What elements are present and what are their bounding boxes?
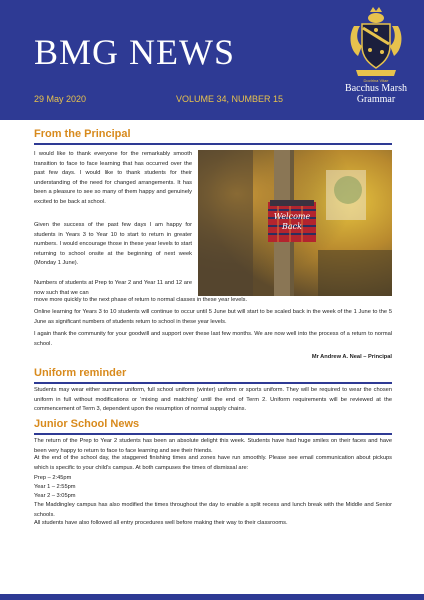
uniform-rule: [34, 382, 392, 384]
school-motto: Doctrina Vitae: [363, 78, 389, 83]
junior-paragraph-4: All students have also followed all entry procedures well before making their way to their classrooms.: [34, 520, 288, 526]
principal-paragraph-3a: Numbers of students at Prep to Year 2 and Year 11 and 12 are now such that we can: [34, 280, 192, 296]
dismissal-time-year2: Year 2 – 3:05pm: [34, 493, 76, 499]
welcome-back-photo: [198, 150, 392, 296]
newsletter-title: BMG NEWS: [34, 32, 236, 72]
issue-date: 29 May 2020: [34, 94, 87, 104]
uniform-heading: Uniform reminder: [34, 367, 127, 379]
junior-paragraph-1: The return of the Prep to Year 2 students has been an absolute delight this week. Students have had huge smiles on their faces and have been very happy to return to face to face learning and see their friends.: [34, 438, 392, 454]
dismissal-time-prep: Prep – 2:45pm: [34, 475, 72, 481]
photo-sign-line-1: Welcome: [273, 212, 311, 221]
crest-icon: [346, 6, 406, 78]
junior-heading: Junior School News: [34, 418, 140, 430]
principal-rule: [34, 143, 392, 145]
school-name-line2: Grammar: [356, 94, 396, 105]
page-bottom-border: [0, 594, 424, 600]
principal-paragraph-1: I would like to thank everyone for the remarkably smooth transition to face to face learning that has occurred over the past few days. I would like to thank students for their understanding of the need for changed arrangements. It has been a pleasure to see so many of them happy and genuinely excited to be back at school.: [34, 151, 192, 205]
principal-heading: From the Principal: [34, 128, 131, 140]
photo-sign-line-2: Back: [282, 222, 302, 231]
junior-paragraph-2: At the end of the school day, the staggered finishing times and zones have run smoothly. Please see email communication about pickups which is specific to your child’s campus. At both campuses the times of dismissal are:: [34, 455, 392, 471]
masthead: [0, 0, 424, 120]
junior-paragraph-3: The Maddingley campus has also modified the times throughout the day to enable a split recess and lunch break with the Middle and Senior schools.: [34, 502, 392, 518]
issue-volume: VOLUME 34, NUMBER 15: [176, 94, 284, 104]
dismissal-time-year1: Year 1 – 2:55pm: [34, 484, 76, 490]
principal-paragraph-4: Online learning for Years 3 to 10 students will continue to occur until 5 June but will start to be scaled back in the week of the 1 June to the 5 June as significant numbers of students return to school in these year levels.: [34, 309, 392, 325]
principal-paragraph-2: Given the success of the past few days I am happy for students in Years 3 to Year 10 to start to return in greater numbers. I would encourage those in these year levels to start returning to school onsite at the beginning of next week (Monday 1 June).: [34, 222, 192, 266]
uniform-paragraph: Students may wear either summer uniform, full school uniform (winter) uniform or sports uniform. They will be required to wear the chosen uniform in full without modifications or ‘mixing and matching’ until the end of Term 2. Uniform requirements will be reviewed at the commencement of Term 3, dependent upon the resumption of normal supply chains.: [34, 387, 392, 412]
principal-paragraph-3b: move more quickly to the next phase of return to normal classes in these year levels.: [34, 297, 248, 303]
school-name-line1: Bacchus Marsh: [345, 83, 407, 94]
junior-rule: [34, 433, 392, 435]
principal-signoff: Mr Andrew A. Neal – Principal: [311, 354, 392, 360]
school-logo: [340, 6, 412, 116]
principal-paragraph-5: I again thank the community for your goodwill and support over these last few months. We are now well into the process of a return to normal school.: [34, 331, 392, 347]
